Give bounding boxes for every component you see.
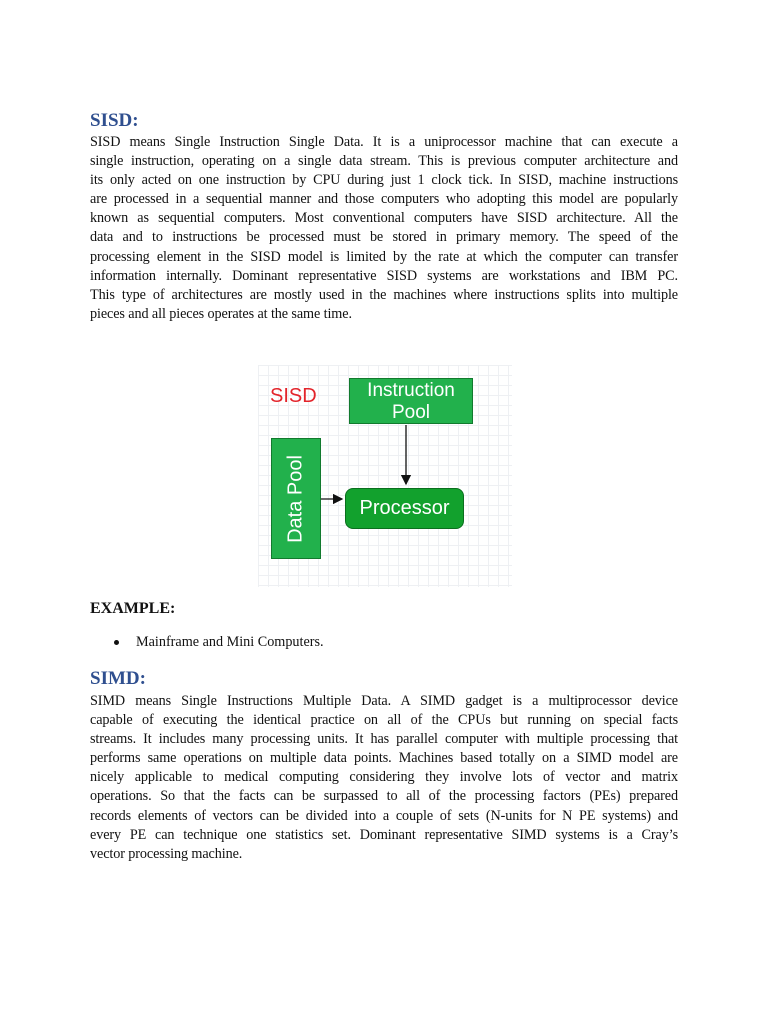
sisd-line: known as sequential computers. Most conventional computers have SISD architecture. All the — [90, 210, 678, 227]
data-pool-label: Data Pool — [284, 454, 307, 543]
list-item-text: Mainframe and Mini Computers. — [136, 634, 324, 650]
list-item — [114, 633, 324, 652]
simd-line: streams. It includes many processing units. It has parallel computer with multiple processing that — [90, 731, 678, 748]
simd-line: nicely applicable to medical computing considering they involve lots of vector and matrix — [90, 769, 678, 786]
instruction-pool-label-line2: Pool — [391, 402, 431, 423]
example-list — [114, 633, 324, 652]
sisd-line: its only acted on one instruction by CPU during just 1 clock tick. In SISD, machine instructions — [90, 172, 678, 189]
simd-line: vector processing machine. — [90, 845, 243, 862]
sisd-line: processing element in the SISD model is limited by the rate at which the computer can transfer — [90, 248, 678, 265]
sisd-paragraph — [90, 133, 678, 324]
simd-line: every PE can technique one statistics set. Dominant representative SIMD systems is a Cray’s — [90, 826, 678, 843]
sisd-line: single instruction, operating on a single data stream. This is previous computer architecture and — [90, 153, 678, 170]
sisd-heading: SISD: — [90, 110, 139, 131]
simd-paragraph — [90, 692, 678, 864]
instruction-pool-box — [349, 378, 473, 424]
example-heading: EXAMPLE: — [90, 600, 176, 617]
simd-line: performs same operations on multiple data points. Machines based totally on a SIMD model are — [90, 750, 678, 767]
sisd-line: SISD means Single Instruction Single Data. It is a uniprocessor machine that can execute a — [90, 134, 678, 150]
processor-box: Processor — [345, 488, 464, 529]
sisd-line: data and to instructions be processed must be stored in primary memory. The speed of the — [90, 229, 678, 246]
bullet-icon — [114, 640, 119, 645]
simd-line: capable of executing the identical practice on all of the CPUs but running on special facts — [90, 712, 678, 729]
instruction-pool-label-line1: Instruction — [367, 380, 455, 401]
simd-line: records elements of vectors can be divided into a couple of sets (N-units for N PE systems) and — [90, 807, 678, 824]
simd-heading: SIMD: — [90, 668, 146, 689]
sisd-diagram — [258, 365, 512, 587]
data-pool-box — [271, 438, 321, 559]
sisd-line: information internally. Dominant representative SISD systems are workstations and IBM PC. — [90, 267, 678, 284]
sisd-line: This type of architectures are mostly used in the machines where instructions splits into multiple — [90, 286, 678, 303]
simd-line: SIMD means Single Instructions Multiple Data. A SIMD gadget is a multiprocessor device — [90, 693, 678, 709]
sisd-line: are processed in a sequential manner and those computers who adopting this model are popularly — [90, 191, 678, 208]
sisd-line: pieces and all pieces operates at the same time. — [90, 305, 352, 322]
simd-line: operations. So that the facts can be surpassed to all of the processing factors (PEs) prepared — [90, 788, 678, 805]
diagram-title: SISD — [270, 385, 317, 407]
